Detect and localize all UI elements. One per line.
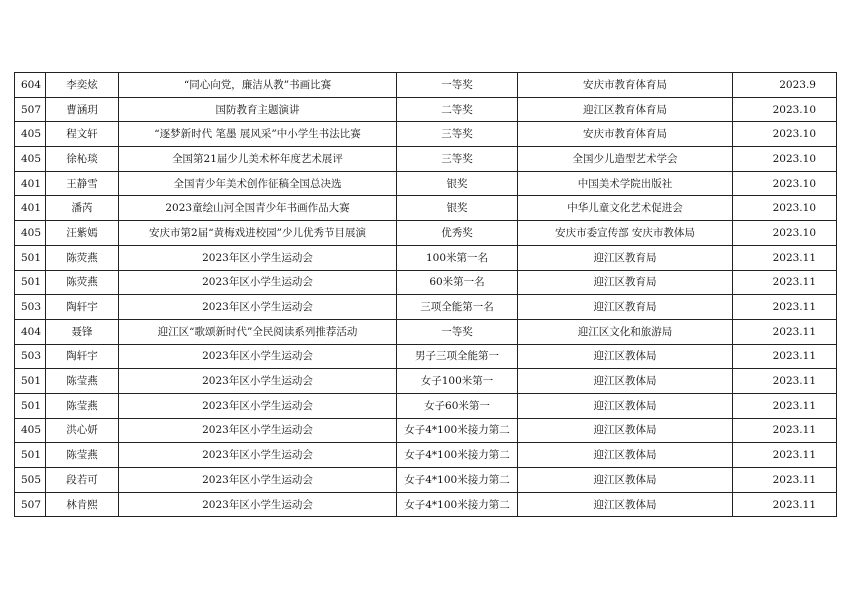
class-cell: 405 [15, 147, 46, 172]
date-cell: 2023.11 [733, 443, 837, 468]
table-row [15, 196, 837, 221]
student-name-cell: 林肯熙 [46, 492, 119, 517]
award-cell: 优秀奖 [397, 221, 518, 246]
event-cell: 2023年区小学生运动会 [119, 418, 397, 443]
event-cell: 2023年区小学生运动会 [119, 393, 397, 418]
event-cell: 2023年区小学生运动会 [119, 295, 397, 320]
award-cell: 一等奖 [397, 319, 518, 344]
event-cell: 2023童绘山河全国青少年书画作品大赛 [119, 196, 397, 221]
class-cell: 505 [15, 468, 46, 493]
event-cell: 2023年区小学生运动会 [119, 468, 397, 493]
award-cell: 女子60米第一 [397, 393, 518, 418]
student-name-cell: 王静雪 [46, 171, 119, 196]
date-cell: 2023.9 [733, 73, 837, 98]
table-row [15, 443, 837, 468]
table-row [15, 245, 837, 270]
organizer-cell: 迎江区教体局 [518, 492, 733, 517]
organizer-cell: 中国美术学院出版社 [518, 171, 733, 196]
award-cell: 男子三项全能第一 [397, 344, 518, 369]
class-cell: 405 [15, 122, 46, 147]
organizer-cell: 迎江区教体局 [518, 344, 733, 369]
award-cell: 一等奖 [397, 73, 518, 98]
award-cell: 女子4*100米接力第二 [397, 492, 518, 517]
class-cell: 405 [15, 418, 46, 443]
table-row [15, 147, 837, 172]
date-cell: 2023.11 [733, 344, 837, 369]
event-cell: 迎江区“歌颂新时代”全民阅读系列推荐活动 [119, 319, 397, 344]
organizer-cell: 迎江区教体局 [518, 468, 733, 493]
date-cell: 2023.10 [733, 122, 837, 147]
award-cell: 女子4*100米接力第二 [397, 418, 518, 443]
class-cell: 404 [15, 319, 46, 344]
organizer-cell: 安庆市教育体育局 [518, 73, 733, 98]
date-cell: 2023.11 [733, 369, 837, 394]
award-cell: 三等奖 [397, 147, 518, 172]
table-row [15, 97, 837, 122]
organizer-cell: 迎江区教体局 [518, 393, 733, 418]
award-cell: 60米第一名 [397, 270, 518, 295]
student-name-cell: 程文轩 [46, 122, 119, 147]
award-cell: 100米第一名 [397, 245, 518, 270]
date-cell: 2023.10 [733, 147, 837, 172]
student-name-cell: 陈莹燕 [46, 393, 119, 418]
student-name-cell: 陈莹燕 [46, 443, 119, 468]
organizer-cell: 迎江区教体局 [518, 369, 733, 394]
class-cell: 507 [15, 492, 46, 517]
date-cell: 2023.10 [733, 171, 837, 196]
date-cell: 2023.11 [733, 468, 837, 493]
organizer-cell: 迎江区教育局 [518, 245, 733, 270]
award-cell: 三等奖 [397, 122, 518, 147]
date-cell: 2023.11 [733, 295, 837, 320]
class-cell: 401 [15, 171, 46, 196]
awards-table-body [15, 73, 837, 517]
class-cell: 501 [15, 393, 46, 418]
organizer-cell: 安庆市委宣传部 安庆市教体局 [518, 221, 733, 246]
award-cell: 二等奖 [397, 97, 518, 122]
date-cell: 2023.11 [733, 270, 837, 295]
class-cell: 503 [15, 344, 46, 369]
organizer-cell: 迎江区文化和旅游局 [518, 319, 733, 344]
date-cell: 2023.11 [733, 245, 837, 270]
award-cell: 三项全能第一名 [397, 295, 518, 320]
event-cell: 全国青少年美术创作征稿全国总决选 [119, 171, 397, 196]
organizer-cell: 迎江区教育局 [518, 295, 733, 320]
date-cell: 2023.11 [733, 418, 837, 443]
table-row [15, 468, 837, 493]
class-cell: 405 [15, 221, 46, 246]
event-cell: 2023年区小学生运动会 [119, 369, 397, 394]
student-name-cell: 陶轩宇 [46, 295, 119, 320]
event-cell: 2023年区小学生运动会 [119, 492, 397, 517]
class-cell: 503 [15, 295, 46, 320]
student-name-cell: 陈荧燕 [46, 270, 119, 295]
organizer-cell: 迎江区教育局 [518, 270, 733, 295]
student-name-cell: 陈荧燕 [46, 245, 119, 270]
table-row [15, 295, 837, 320]
event-cell: 安庆市第2届“黄梅戏进校园”少儿优秀节目展演 [119, 221, 397, 246]
awards-table [14, 72, 837, 517]
class-cell: 604 [15, 73, 46, 98]
organizer-cell: 全国少儿造型艺术学会 [518, 147, 733, 172]
class-cell: 507 [15, 97, 46, 122]
class-cell: 501 [15, 270, 46, 295]
table-row [15, 319, 837, 344]
table-row [15, 122, 837, 147]
date-cell: 2023.11 [733, 393, 837, 418]
date-cell: 2023.10 [733, 97, 837, 122]
class-cell: 501 [15, 245, 46, 270]
table-row [15, 393, 837, 418]
table-row [15, 344, 837, 369]
class-cell: 501 [15, 443, 46, 468]
student-name-cell: 李奕炫 [46, 73, 119, 98]
table-row [15, 171, 837, 196]
organizer-cell: 安庆市教育体育局 [518, 122, 733, 147]
student-name-cell: 段若可 [46, 468, 119, 493]
award-cell: 女子100米第一 [397, 369, 518, 394]
date-cell: 2023.11 [733, 492, 837, 517]
class-cell: 401 [15, 196, 46, 221]
event-cell: 国防教育主题演讲 [119, 97, 397, 122]
award-cell: 女子4*100米接力第二 [397, 443, 518, 468]
event-cell: 2023年区小学生运动会 [119, 245, 397, 270]
date-cell: 2023.11 [733, 319, 837, 344]
student-name-cell: 汪紫嫣 [46, 221, 119, 246]
table-row [15, 73, 837, 98]
event-cell: 全国第21届少儿美术杯年度艺术展评 [119, 147, 397, 172]
date-cell: 2023.10 [733, 221, 837, 246]
award-cell: 银奖 [397, 196, 518, 221]
table-row [15, 221, 837, 246]
table-row [15, 270, 837, 295]
table-row [15, 418, 837, 443]
date-cell: 2023.10 [733, 196, 837, 221]
student-name-cell: 潘芮 [46, 196, 119, 221]
table-row [15, 492, 837, 517]
event-cell: 2023年区小学生运动会 [119, 344, 397, 369]
organizer-cell: 迎江区教体局 [518, 418, 733, 443]
organizer-cell: 中华儿童文化艺术促进会 [518, 196, 733, 221]
student-name-cell: 曹涵玥 [46, 97, 119, 122]
award-cell: 女子4*100米接力第二 [397, 468, 518, 493]
student-name-cell: 陈莹燕 [46, 369, 119, 394]
event-cell: 2023年区小学生运动会 [119, 270, 397, 295]
organizer-cell: 迎江区教体局 [518, 443, 733, 468]
student-name-cell: 徐杺琰 [46, 147, 119, 172]
event-cell: “逐梦新时代 笔墨 展风采”中小学生书法比赛 [119, 122, 397, 147]
award-cell: 银奖 [397, 171, 518, 196]
event-cell: 2023年区小学生运动会 [119, 443, 397, 468]
organizer-cell: 迎江区教育体育局 [518, 97, 733, 122]
event-cell: “同心向党，廉洁从教”书画比赛 [119, 73, 397, 98]
table-row [15, 369, 837, 394]
student-name-cell: 聂锋 [46, 319, 119, 344]
class-cell: 501 [15, 369, 46, 394]
student-name-cell: 陶轩宇 [46, 344, 119, 369]
student-name-cell: 洪心妍 [46, 418, 119, 443]
